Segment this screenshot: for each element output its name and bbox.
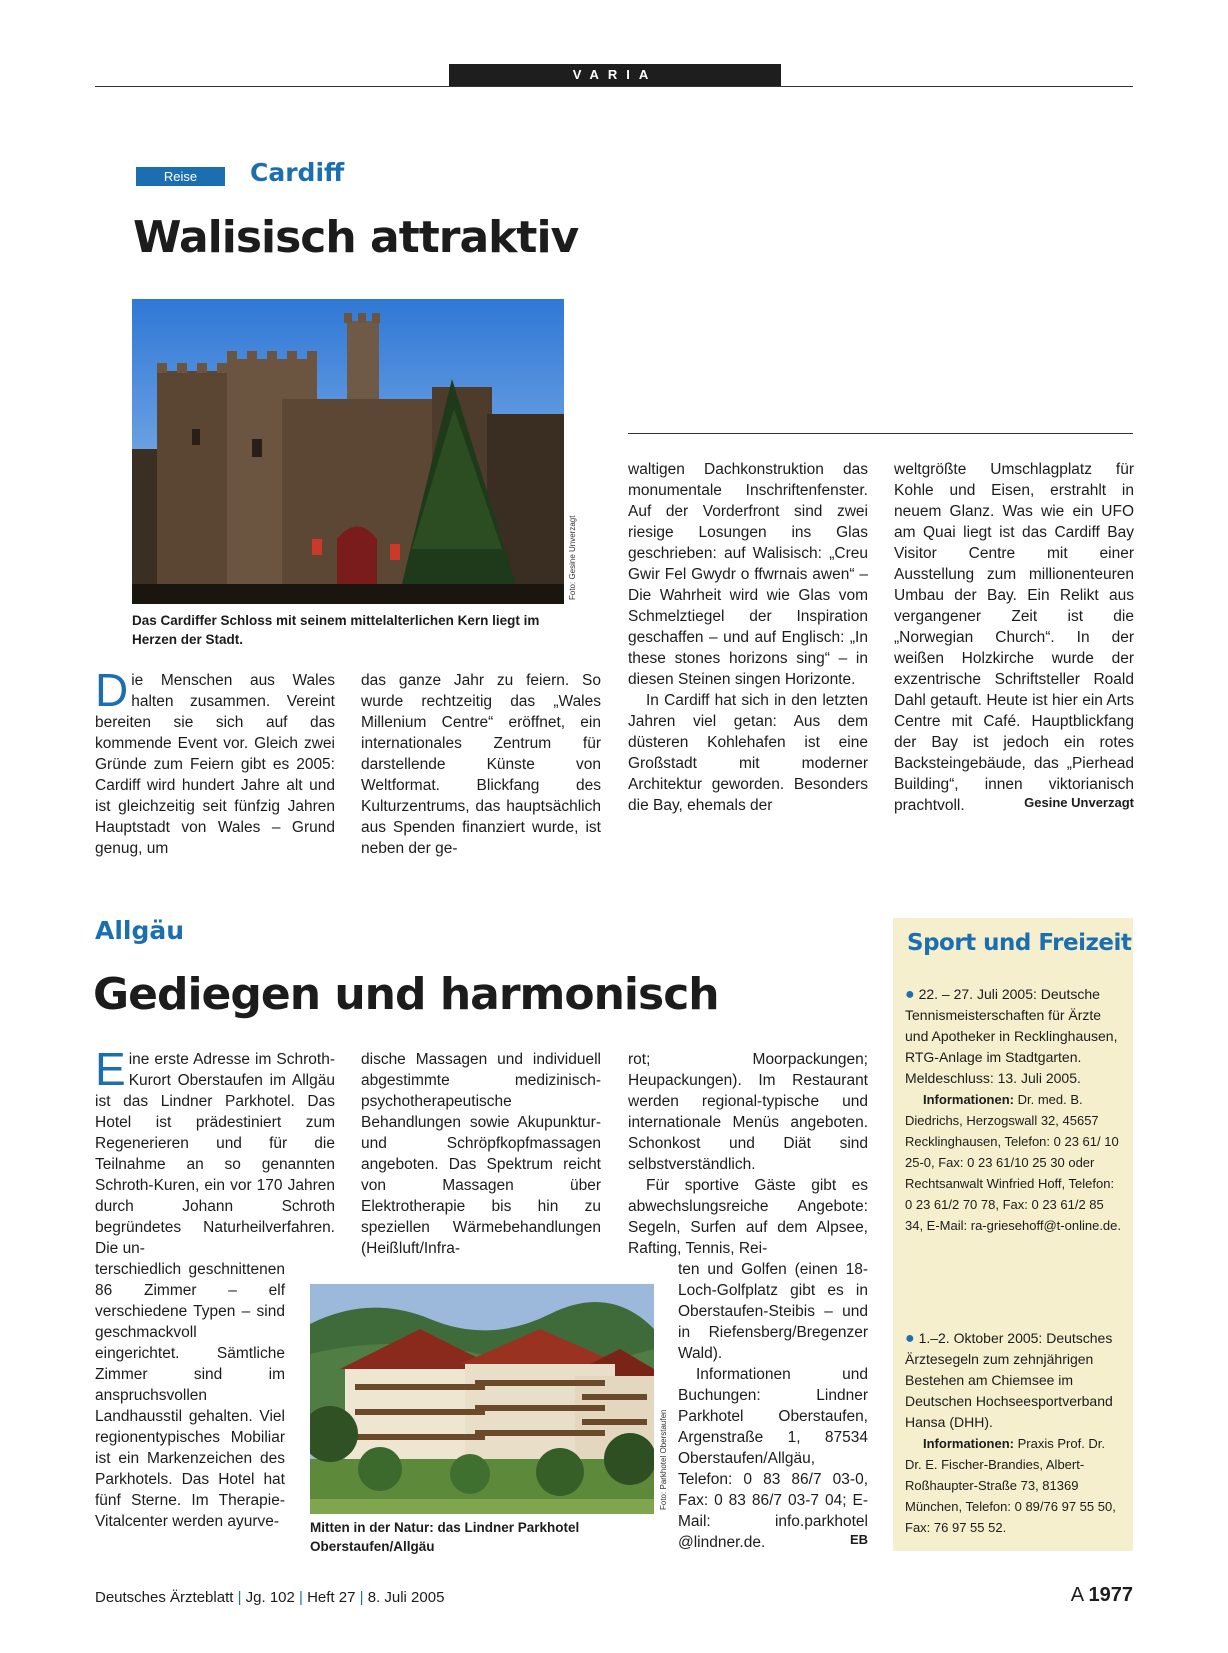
article1-col3 [628, 459, 868, 816]
article2-col2 [361, 1049, 601, 1259]
article1-kicker: Cardiff [250, 158, 345, 187]
article2-col2-text: dische Massagen und individuell abgestimmte medizinisch-psychotherapeutische Behandlungen sowie Akupunktur- und Schröpfkopfmassagen angeboten. Das Spektrum reicht von Massagen über Elektrotherapie bis hin zu speziellen Wärmebehandlungen (Heißluft/Infra- [361, 1051, 601, 1257]
sidebar-box [893, 918, 1133, 1551]
article2-col1-top-text: ine erste Adresse im Schroth-Kurort Oberstaufen im Allgäu ist das Lindner Parkhotel. Das Hotel ist prädestiniert zum Regenerieren und für die Teilnahme an so genannten Schroth-Kuren, ein vor 170 Jahren durch Johann Schroth begründetes Naturheilverfahren. Die un- [95, 1051, 335, 1257]
article1-col3-p2: In Cardiff hat sich in den letzten Jahren viel getan: Aus dem düsteren Kohlehafen ist eine Großstadt mit moderner Architektur geworden. Besonders die Bay, ehemals der [628, 692, 868, 814]
castle-photo [132, 299, 564, 604]
article1-photo-credit: Foto: Gesine Unverzagt [568, 515, 577, 600]
dropcap: E [95, 1043, 126, 1095]
article1-col1-text: ie Menschen aus Wales halten zusammen. Vereint bereiten sie sich auf das kommende Event vor. Gleich zwei Gründe zum Feiern gibt es 2005: Cardiff wird hundert Jahre alt und ist gleichzeitig seit fünfzig Jahren Hauptstadt von Wales – Grund genug, um [95, 672, 335, 857]
sidebar-item-1-info: Dr. med. B. Diedrichs, Herzogswall 32, 45657 Recklinghausen, Telefon: 0 23 61/ 10 25-0, Fax: 0 23 61/10 25 30 oder Rechtsanwalt Winfried Hoff, Telefon: 0 23 61/2 70 78, Fax: 0 23 61/2 85 34, E-Mail: ra-griesehoff@t-online.de. [905, 1092, 1122, 1233]
dropcap: D [95, 664, 129, 716]
separator: | [233, 1589, 246, 1606]
article1-author: Gesine Unverzagt [1024, 795, 1134, 810]
article2-kicker: Allgäu [95, 916, 185, 945]
sidebar-item-1 [905, 984, 1123, 1236]
article2-col3-bottom-p2: Informationen und Buchungen: Lindner Parkhotel Oberstaufen, Argenstraße 1, 87534 Oberstaufen/Allgäu, Telefon: 0 83 86/7 03-0, Fax: 0 83 86/7 03-7 04; E-Mail: info.parkhotel @lindner.de. [678, 1366, 868, 1551]
sidebar-item-2 [905, 1328, 1123, 1538]
bullet-icon: ● [905, 986, 915, 1003]
footer-date: 8. Juli 2005 [367, 1589, 445, 1606]
category-tag: Reise [136, 167, 225, 186]
section-label: VARIA [449, 64, 781, 86]
page-prefix: A [1070, 1584, 1083, 1606]
article2-col3-p2: Für sportive Gäste gibt es abwechslungsreiche Angebote: Segeln, Surfen auf dem Alpsee, Rafting, Tennis, Rei- [628, 1177, 868, 1257]
footer-citation [95, 1589, 444, 1606]
column-rule [628, 433, 1133, 434]
article2-col3-bottom [678, 1259, 868, 1553]
sidebar-item-2-info: Praxis Prof. Dr. Dr. E. Fischer-Brandies, Albert-Roßhaupter-Straße 73, 81369 München, Telefon: 0 89/76 97 55 50, Fax: 76 97 55 52. [905, 1436, 1116, 1535]
article1-headline: Walisisch attraktiv [133, 212, 579, 263]
footer-volume: Jg. 102 [245, 1589, 295, 1606]
footer-issue: Heft 27 [307, 1589, 356, 1606]
sidebar-item-1-text: 22. – 27. Juli 2005: Deutsche Tennismeisterschaften für Ärzte und Apotheker in Recklinghausen, RTG-Anlage im Stadtgarten. Meldeschluss: 13. Juli 2005. [905, 986, 1118, 1086]
article2-author: EB [849, 1532, 868, 1547]
article1-col4-text: weltgrößte Umschlagplatz für Kohle und Eisen, erstrahlt in neuem Glanz. Was wie ein UFO am Quai liegt ist das Cardiff Bay Visitor Centre mit einer Ausstellung zum millionenteuren Umbau der Bay. Ein Relikt aus vergangener Zeit ist die „Norwegian Church“. In der weißen Holzkirche wurde der exzentrische Schriftsteller Roald Dahl getauft. Heute ist hier ein Arts Centre mit Café. Hauptblickfang der Bay ist jedoch ein rotes Backsteingebäude, das „Pierhead Building“, innen viktorianisch prachtvoll. [894, 461, 1134, 814]
article2-col3-bottom-p1: ten und Golfen (einen 18-Loch-Golfplatz gibt es in Oberstaufen-Steibis – und in Riefensberg/Bregenzer Wald). [678, 1261, 868, 1362]
article1-col2-text: das ganze Jahr zu feiern. So wurde rechtzeitig das „Wales Millenium Centre“ eröffnet, ein internationales Zentrum für darstellende Künste von Weltformat. Blickfang des Kulturzentrums, das hauptsächlich aus Spenden finanziert wurde, ist neben der ge- [361, 672, 601, 857]
article2-col3-p1: rot; Moorpackungen; Heupackungen). Im Restaurant werden regional-typische und internationale Menüs angeboten. Schonkost und Diät sind selbstverständlich. [628, 1051, 868, 1173]
article2-photo-credit: Foto: Parkhotel Oberstaufen [659, 1409, 668, 1510]
separator: | [355, 1589, 368, 1606]
footer-journal: Deutsches Ärzteblatt [95, 1589, 234, 1606]
sidebar-item-2-info-label: Informationen: [923, 1436, 1014, 1451]
article1-col1 [95, 664, 335, 859]
bullet-icon: ● [905, 1330, 915, 1347]
article1-caption: Das Cardiffer Schloss mit seinem mittelalterlichen Kern liegt im Herzen der Stadt. [132, 613, 540, 647]
sidebar-item-1-info-label: Informationen: [923, 1092, 1014, 1107]
article1-col2 [361, 670, 601, 859]
header-rule [95, 86, 1133, 87]
article1-col4 [894, 459, 1134, 816]
article2-col3-top [628, 1049, 868, 1259]
article2-caption: Mitten in der Natur: das Lindner Parkhotel Oberstaufen/Allgäu [310, 1520, 580, 1554]
article2-headline: Gediegen und harmonisch [93, 969, 719, 1020]
sidebar-item-2-text: 1.–2. Oktober 2005: Deutsches Ärztesegeln zum zehnjährigen Bestehen am Chiemsee im Deutschen Hochseesportverband Hansa (DHH). [905, 1330, 1113, 1430]
page-number [1071, 1584, 1133, 1607]
separator: | [294, 1589, 308, 1606]
article2-col1-bottom [95, 1259, 285, 1532]
hotel-photo [310, 1284, 654, 1514]
article1-col3-p1: waltigen Dachkonstruktion das monumentale Inschriftenfenster. Auf der Vorderfront sind zwei riesige Losungen ins Glas geschrieben: auf Walisisch: „Creu Gwir Fel Gwydr o ffwrnais awen“ – Die Wahrheit wird wie Glas vom Schmelztiegel der Inspiration geschaffen – und auf Englisch: „In these stones horizons sing“ – in diesen Steinen singen Horizonte. [628, 461, 868, 688]
sidebar-title: Sport und Freizeit [907, 930, 1132, 956]
article2-col1-bottom-text: terschiedlich geschnittenen 86 Zimmer – elf verschiedene Typen – sind geschmackvoll eingerichtet. Sämtliche Zimmer sind im anspruchsvollen Landhausstil gehalten. Viel regionentypisches Mobiliar ist ein Markenzeichen des Parkhotels. Das Hotel hat fünf Sterne. Im Therapie-Vitalcenter werden ayurve- [95, 1261, 285, 1530]
article2-col1-top [95, 1043, 335, 1259]
page-number-value: 1977 [1088, 1584, 1133, 1606]
